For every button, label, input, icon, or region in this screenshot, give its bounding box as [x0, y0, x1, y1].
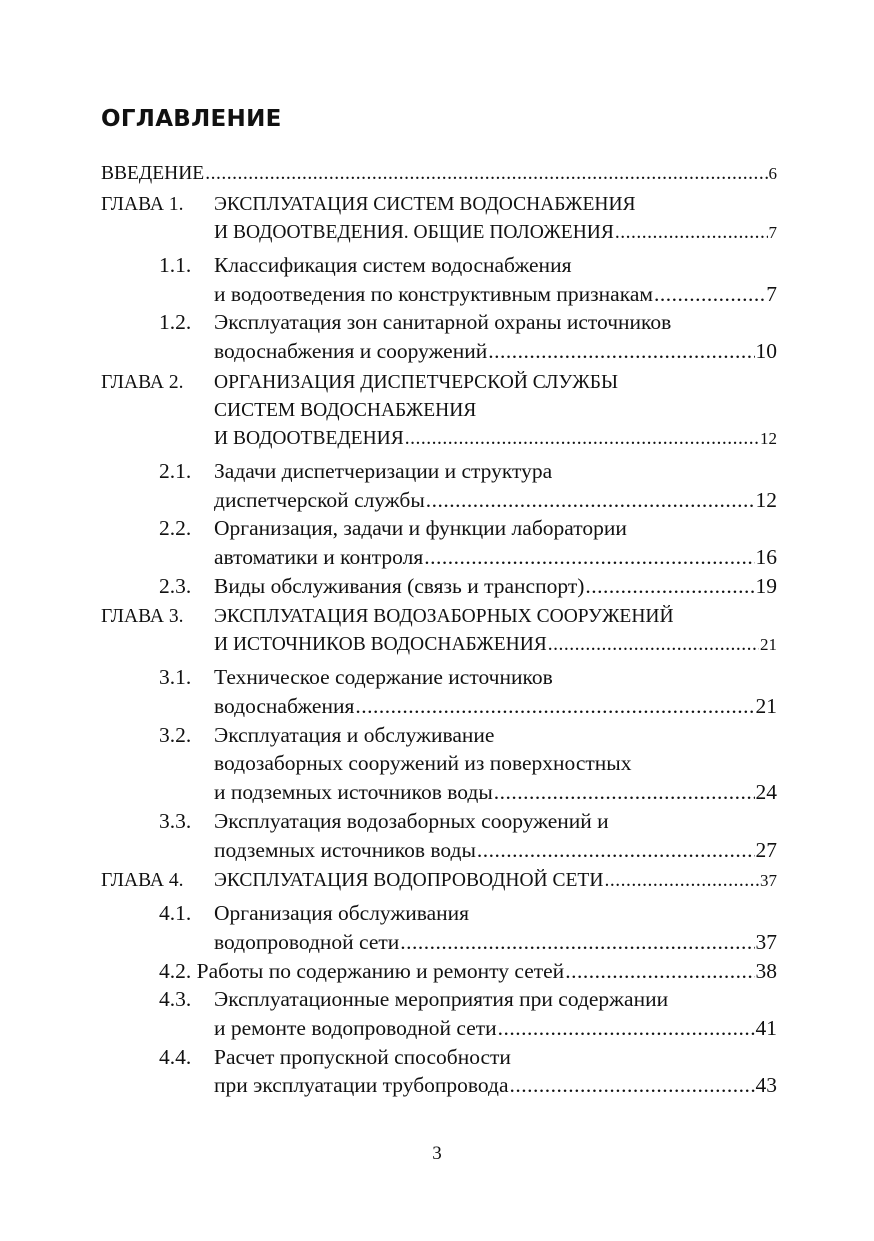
entry-page-number: 7 — [768, 223, 777, 242]
entry-title-line: 4.2. Работы по содержанию и ремонту сетей — [159, 958, 565, 983]
entry-title-line: и водоотведения по конструктивным признакам — [214, 281, 653, 306]
toc-section-entry[interactable] — [101, 721, 777, 807]
toc-chapter-entry[interactable] — [101, 160, 777, 188]
toc-chapter-entry[interactable] — [101, 867, 777, 895]
section-number: 3.3. — [159, 808, 192, 833]
entry-title-line: Классификация систем водоснабжения — [214, 253, 572, 277]
chapter-label: ГЛАВА 3. — [101, 606, 184, 628]
entry-title-line: ЭКСПЛУАТАЦИЯ ВОДОПРОВОДНОЙ СЕТИ — [214, 870, 604, 892]
toc-chapter-entry[interactable] — [101, 369, 777, 453]
dot-leader — [355, 692, 754, 721]
section-number: 4.4. — [159, 1044, 192, 1069]
section-number: 4.1. — [159, 901, 192, 926]
toc-chapter-entry[interactable] — [101, 191, 777, 247]
toc-section-entry[interactable] — [101, 572, 777, 601]
entry-page-number: 6 — [768, 164, 777, 183]
entry-title-line: водозаборных сооружений из поверхностных — [214, 751, 632, 776]
entry-title-line: ВВЕДЕНИЕ — [101, 163, 205, 184]
entry-page-number: 24 — [755, 780, 777, 805]
dot-leader — [477, 836, 755, 865]
toc-section-entry[interactable] — [101, 807, 777, 864]
entry-title-line: диспетчерской службы — [214, 487, 425, 512]
entry-page-number: 12 — [760, 428, 777, 448]
entry-page-number: 7 — [766, 281, 777, 306]
entry-title-line: водопроводной сети — [214, 929, 400, 954]
entry-title-line: автоматики и контроля — [214, 544, 424, 569]
entry-title-line: Эксплуатация зон санитарной охраны источников — [214, 310, 672, 335]
entry-page-number: 43 — [755, 1073, 777, 1098]
chapter-label: ГЛАВА 2. — [101, 371, 184, 393]
page-number-footer: 3 — [432, 1143, 442, 1164]
entry-title-line: водоснабжения и сооружений — [214, 339, 488, 364]
section-number: 1.2. — [159, 310, 192, 335]
entry-page-number: 27 — [755, 837, 777, 862]
dot-leader — [548, 631, 759, 659]
entry-title-line: ЭКСПЛУАТАЦИЯ ВОДОЗАБОРНЫХ СООРУЖЕНИЙ — [214, 606, 674, 628]
chapter-label: ГЛАВА 1. — [101, 194, 184, 215]
dot-leader — [400, 928, 754, 957]
entry-title-line: Эксплуатация водозаборных сооружений и — [214, 808, 609, 833]
entry-title-line: Эксплуатация и обслуживание — [214, 722, 495, 747]
dot-leader — [488, 337, 754, 366]
dot-leader — [424, 543, 754, 572]
entry-title-line: Техническое содержание источников — [214, 665, 553, 690]
section-number: 2.3. — [159, 573, 192, 598]
toc-section-entry[interactable] — [101, 899, 777, 956]
entry-title-line: Эксплуатационные мероприятия при содержании — [214, 987, 669, 1012]
dot-leader — [205, 160, 767, 188]
toc-chapter-entry[interactable] — [101, 603, 777, 659]
toc-section-entry[interactable] — [101, 663, 777, 720]
entry-title-line: подземных источников воды — [214, 837, 476, 862]
entry-title-line: Задачи диспетчеризации и структура — [214, 458, 553, 483]
entry-page-number: 10 — [755, 339, 777, 364]
toc-section-entry[interactable] — [101, 985, 777, 1042]
dot-leader — [565, 957, 754, 986]
entry-title-line: водоснабжения — [214, 694, 355, 719]
entry-title-line: Организация обслуживания — [214, 901, 470, 926]
entry-title-line: И ИСТОЧНИКОВ ВОДОСНАБЖЕНИЯ — [214, 634, 547, 656]
entry-title-line: ОРГАНИЗАЦИЯ ДИСПЕТЧЕРСКОЙ СЛУЖБЫ — [214, 371, 618, 393]
entry-page-number: 19 — [755, 573, 777, 598]
entry-title-line: ЭКСПЛУАТАЦИЯ СИСТЕМ ВОДОСНАБЖЕНИЯ — [214, 194, 636, 215]
toc-section-entry[interactable] — [101, 251, 777, 308]
entry-page-number: 12 — [755, 487, 777, 512]
dot-leader — [510, 1071, 755, 1100]
toc-section-entry[interactable] — [101, 514, 777, 571]
dot-leader — [615, 219, 768, 247]
dot-leader — [654, 280, 765, 309]
entry-page-number: 21 — [760, 635, 777, 655]
section-number: 3.1. — [159, 665, 192, 690]
entry-title-line: Расчет пропускной способности — [214, 1044, 511, 1069]
dot-leader — [585, 572, 754, 601]
entry-title-line: Организация, задачи и функции лаборатории — [214, 516, 627, 541]
section-number: 3.2. — [159, 722, 192, 747]
entry-page-number: 37 — [760, 871, 777, 891]
dot-leader — [498, 1014, 755, 1043]
entry-page-number: 21 — [755, 694, 777, 719]
section-number: 2.2. — [159, 516, 192, 541]
entry-title-line: при эксплуатации трубопровода — [214, 1073, 509, 1098]
entry-page-number: 38 — [755, 958, 777, 983]
page-title: ОГЛАВЛЕНИЕ — [101, 106, 282, 132]
entry-page-number: 37 — [755, 929, 777, 954]
entry-title-line: и ремонте водопроводной сети — [214, 1016, 497, 1041]
section-number: 4.3. — [159, 987, 192, 1012]
entry-title-line: и подземных источников воды — [214, 780, 493, 805]
dot-leader — [405, 425, 759, 453]
entry-page-number: 16 — [755, 544, 777, 569]
table-of-contents — [101, 160, 777, 1100]
toc-section-entry[interactable] — [101, 308, 777, 365]
dot-leader — [494, 778, 755, 807]
section-number: 1.1. — [159, 253, 192, 277]
chapter-label: ГЛАВА 4. — [101, 870, 184, 892]
section-number: 2.1. — [159, 458, 192, 483]
entry-title-line: СИСТЕМ ВОДОСНАБЖЕНИЯ — [214, 399, 477, 421]
dot-leader — [604, 867, 759, 895]
entry-title-line: И ВОДООТВЕДЕНИЯ. ОБЩИЕ ПОЛОЖЕНИЯ — [214, 222, 614, 243]
dot-leader — [426, 486, 755, 515]
toc-section-entry[interactable] — [101, 1043, 777, 1100]
entry-title-line: И ВОДООТВЕДЕНИЯ — [214, 427, 404, 449]
toc-section-entry[interactable] — [101, 457, 777, 514]
entry-title-line: Виды обслуживания (связь и транспорт) — [214, 573, 585, 598]
toc-section-entry[interactable] — [101, 957, 777, 986]
entry-page-number: 41 — [755, 1016, 777, 1041]
